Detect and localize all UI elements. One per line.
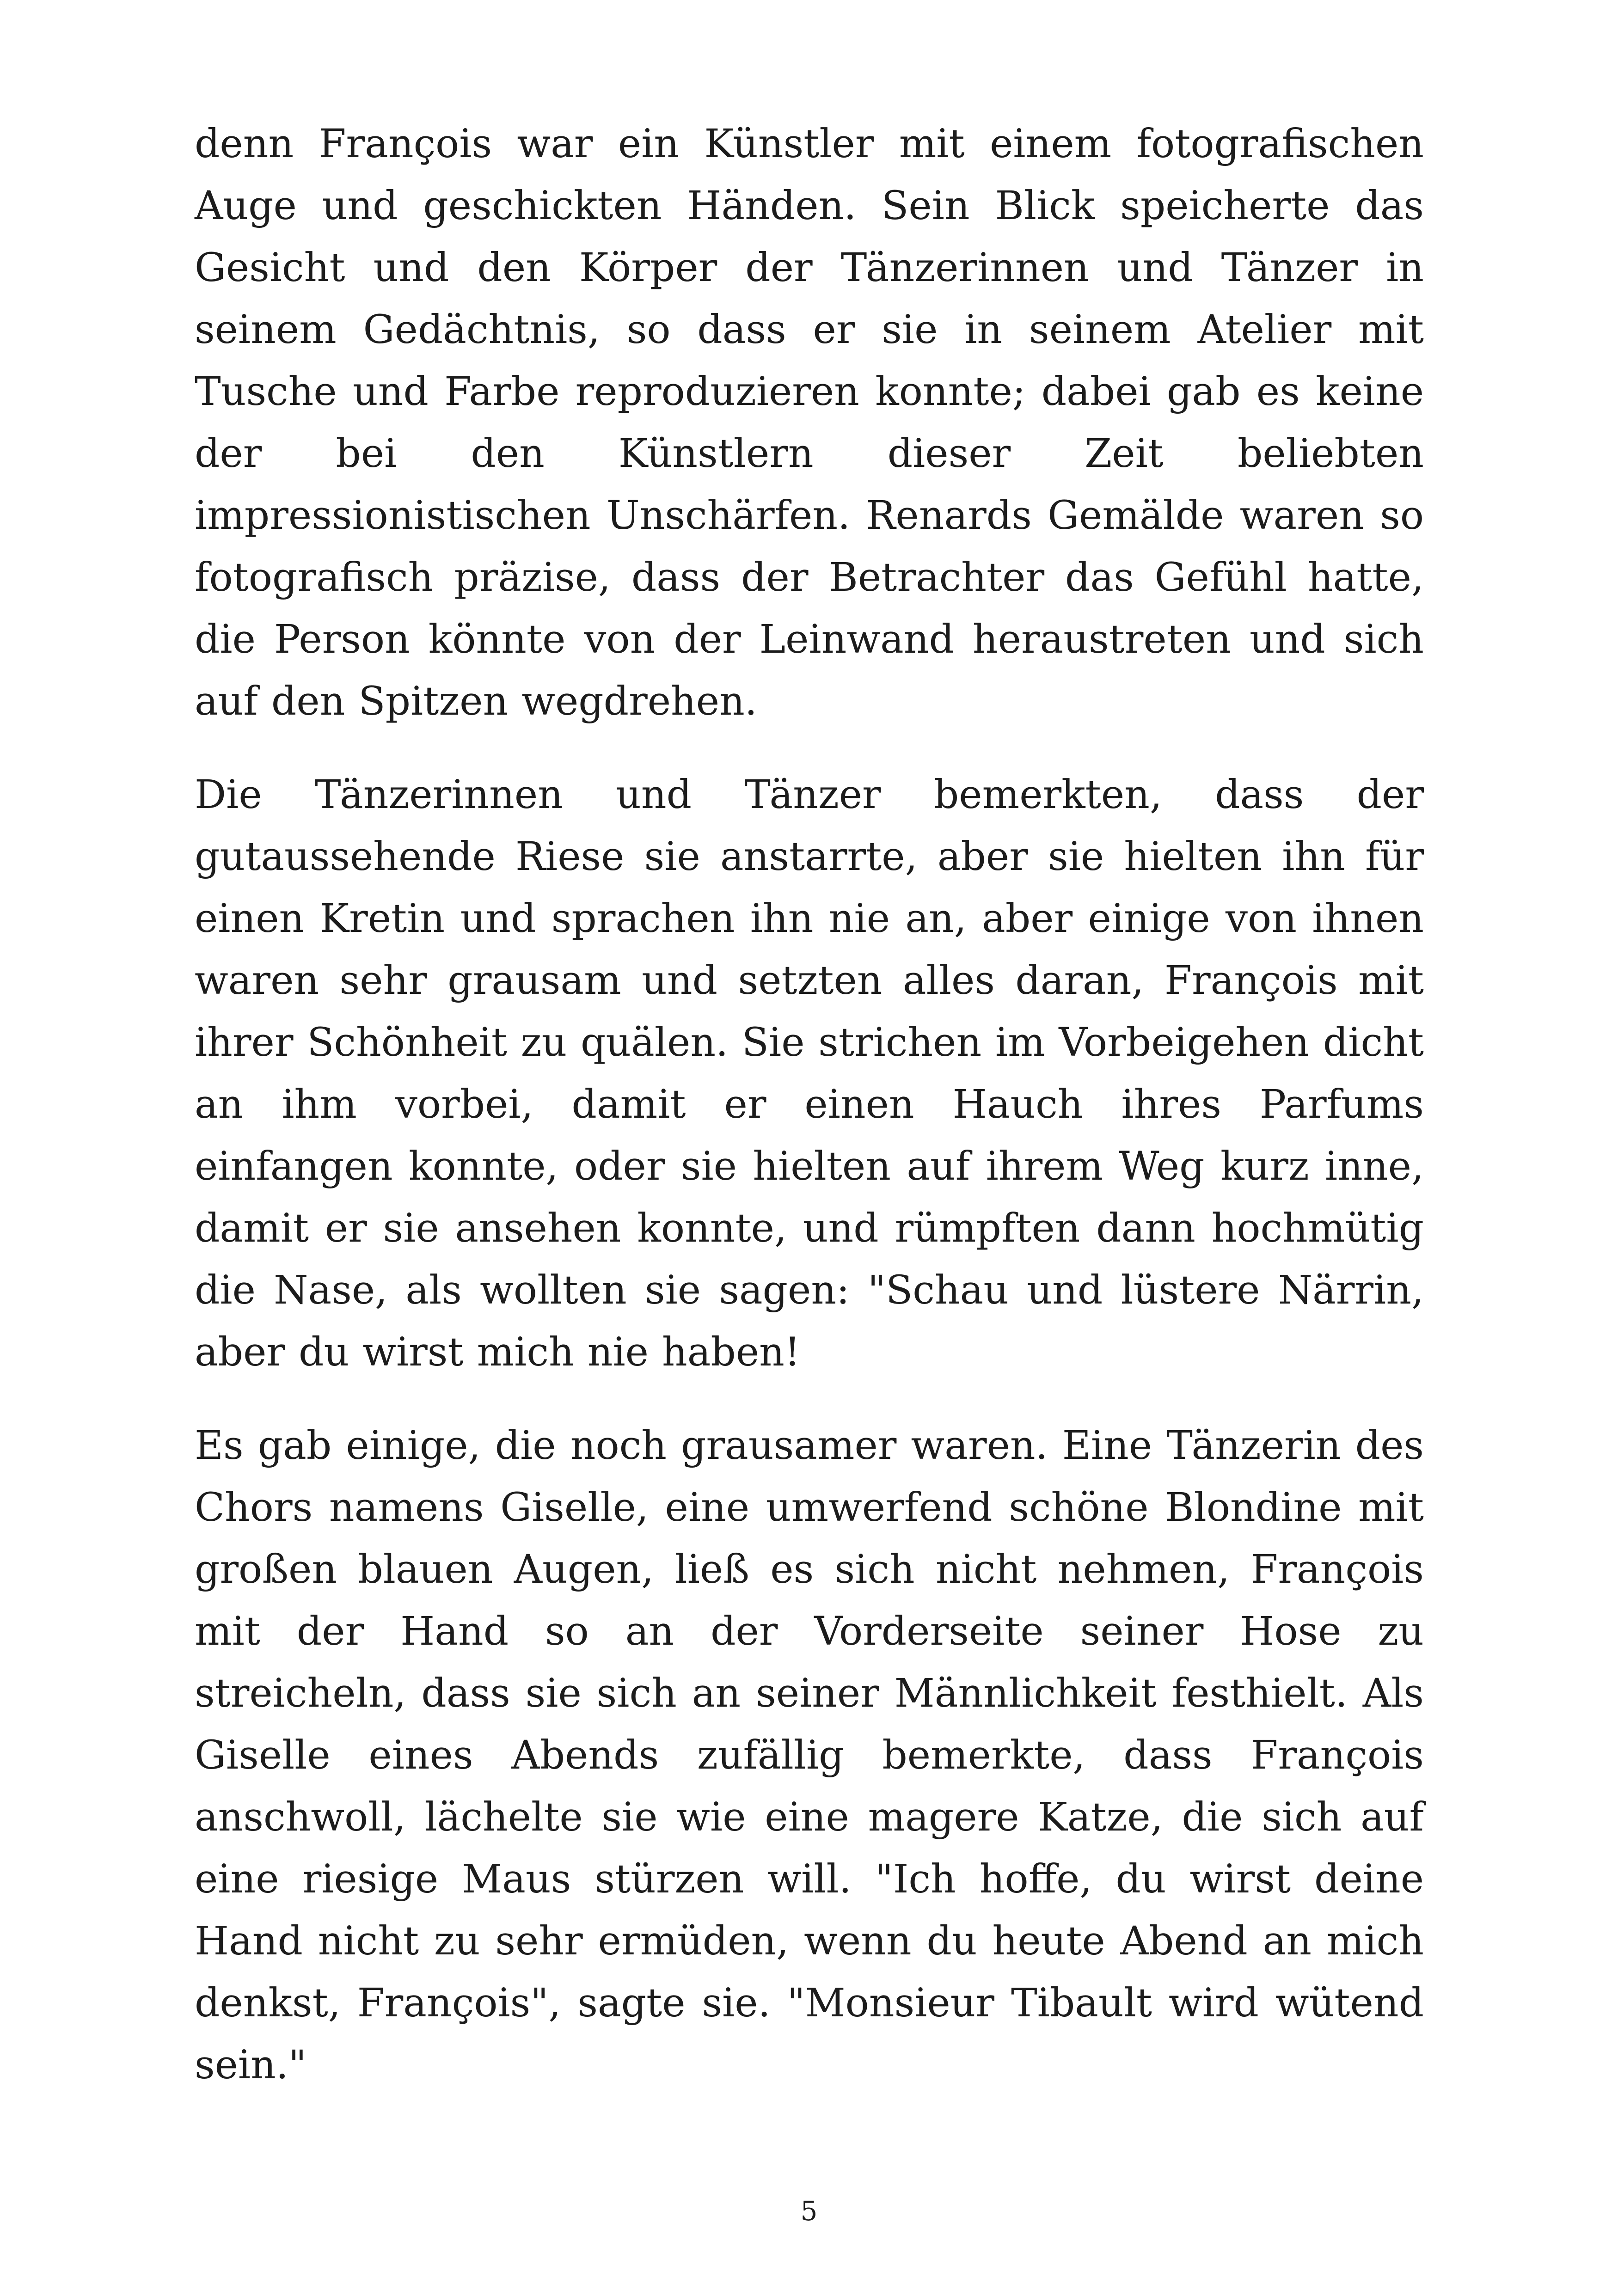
paragraph-2: Die Tänzerinnen und Tänzer bemerkten, dass der gutaussehende Riese sie anstarrte, aber sie hielten ihn für einen Kretin und sprachen ihn nie an, aber einige von ihnen waren sehr grausam und setzten alles daran, François mit ihrer Schönheit zu quälen. Sie strichen im Vorbeigehen dicht an ihm vorbei, damit er einen Hauch ihres Parfums einfangen konnte, oder sie hielten auf ihrem Weg kurz inne, damit er sie ansehen konnte, und rümpften dann hochmütig die Nase, als wollten sie sagen: "Schau und lüstere Närrin, aber du wirst mich nie haben! [195, 772, 1424, 1375]
body-text [195, 113, 1424, 2128]
page-number: 5 [800, 2195, 818, 2227]
paragraph-1: denn François war ein Künstler mit einem fotografischen Auge und geschickten Händen. Sein Blick speicherte das Gesicht und den Körper der Tänzerinnen und Tänzer in seinem Gedächtnis, so dass er sie in seinem Atelier mit Tusche und Farbe reproduzieren konnte; dabei gab es keine der bei den Künstlern dieser Zeit beliebten impressionistischen Unschärfen. Renards Gemälde waren so fotografisch präzise, dass der Betrachter das Gefühl hatte, die Person könnte von der Leinwand heraustreten und sich auf den Spitzen wegdrehen. [195, 121, 1424, 724]
paragraph-3: Es gab einige, die noch grausamer waren. Eine Tänzerin des Chors namens Giselle, eine umwerfend schöne Blondine mit großen blauen Augen, ließ es sich nicht nehmen, François mit der Hand so an der Vorderseite seiner Hose zu streicheln, dass sie sich an seiner Männlichkeit festhielt. Als Giselle eines Abends zufällig bemerkte, dass François anschwoll, lächelte sie wie eine magere Katze, die sich auf eine riesige Maus stürzen will. "Ich hoffe, du wirst deine Hand nicht zu sehr ermüden, wenn du heute Abend an mich denkst, François", sagte sie. "Monsieur Tibault wird wütend sein." [195, 1423, 1424, 2088]
